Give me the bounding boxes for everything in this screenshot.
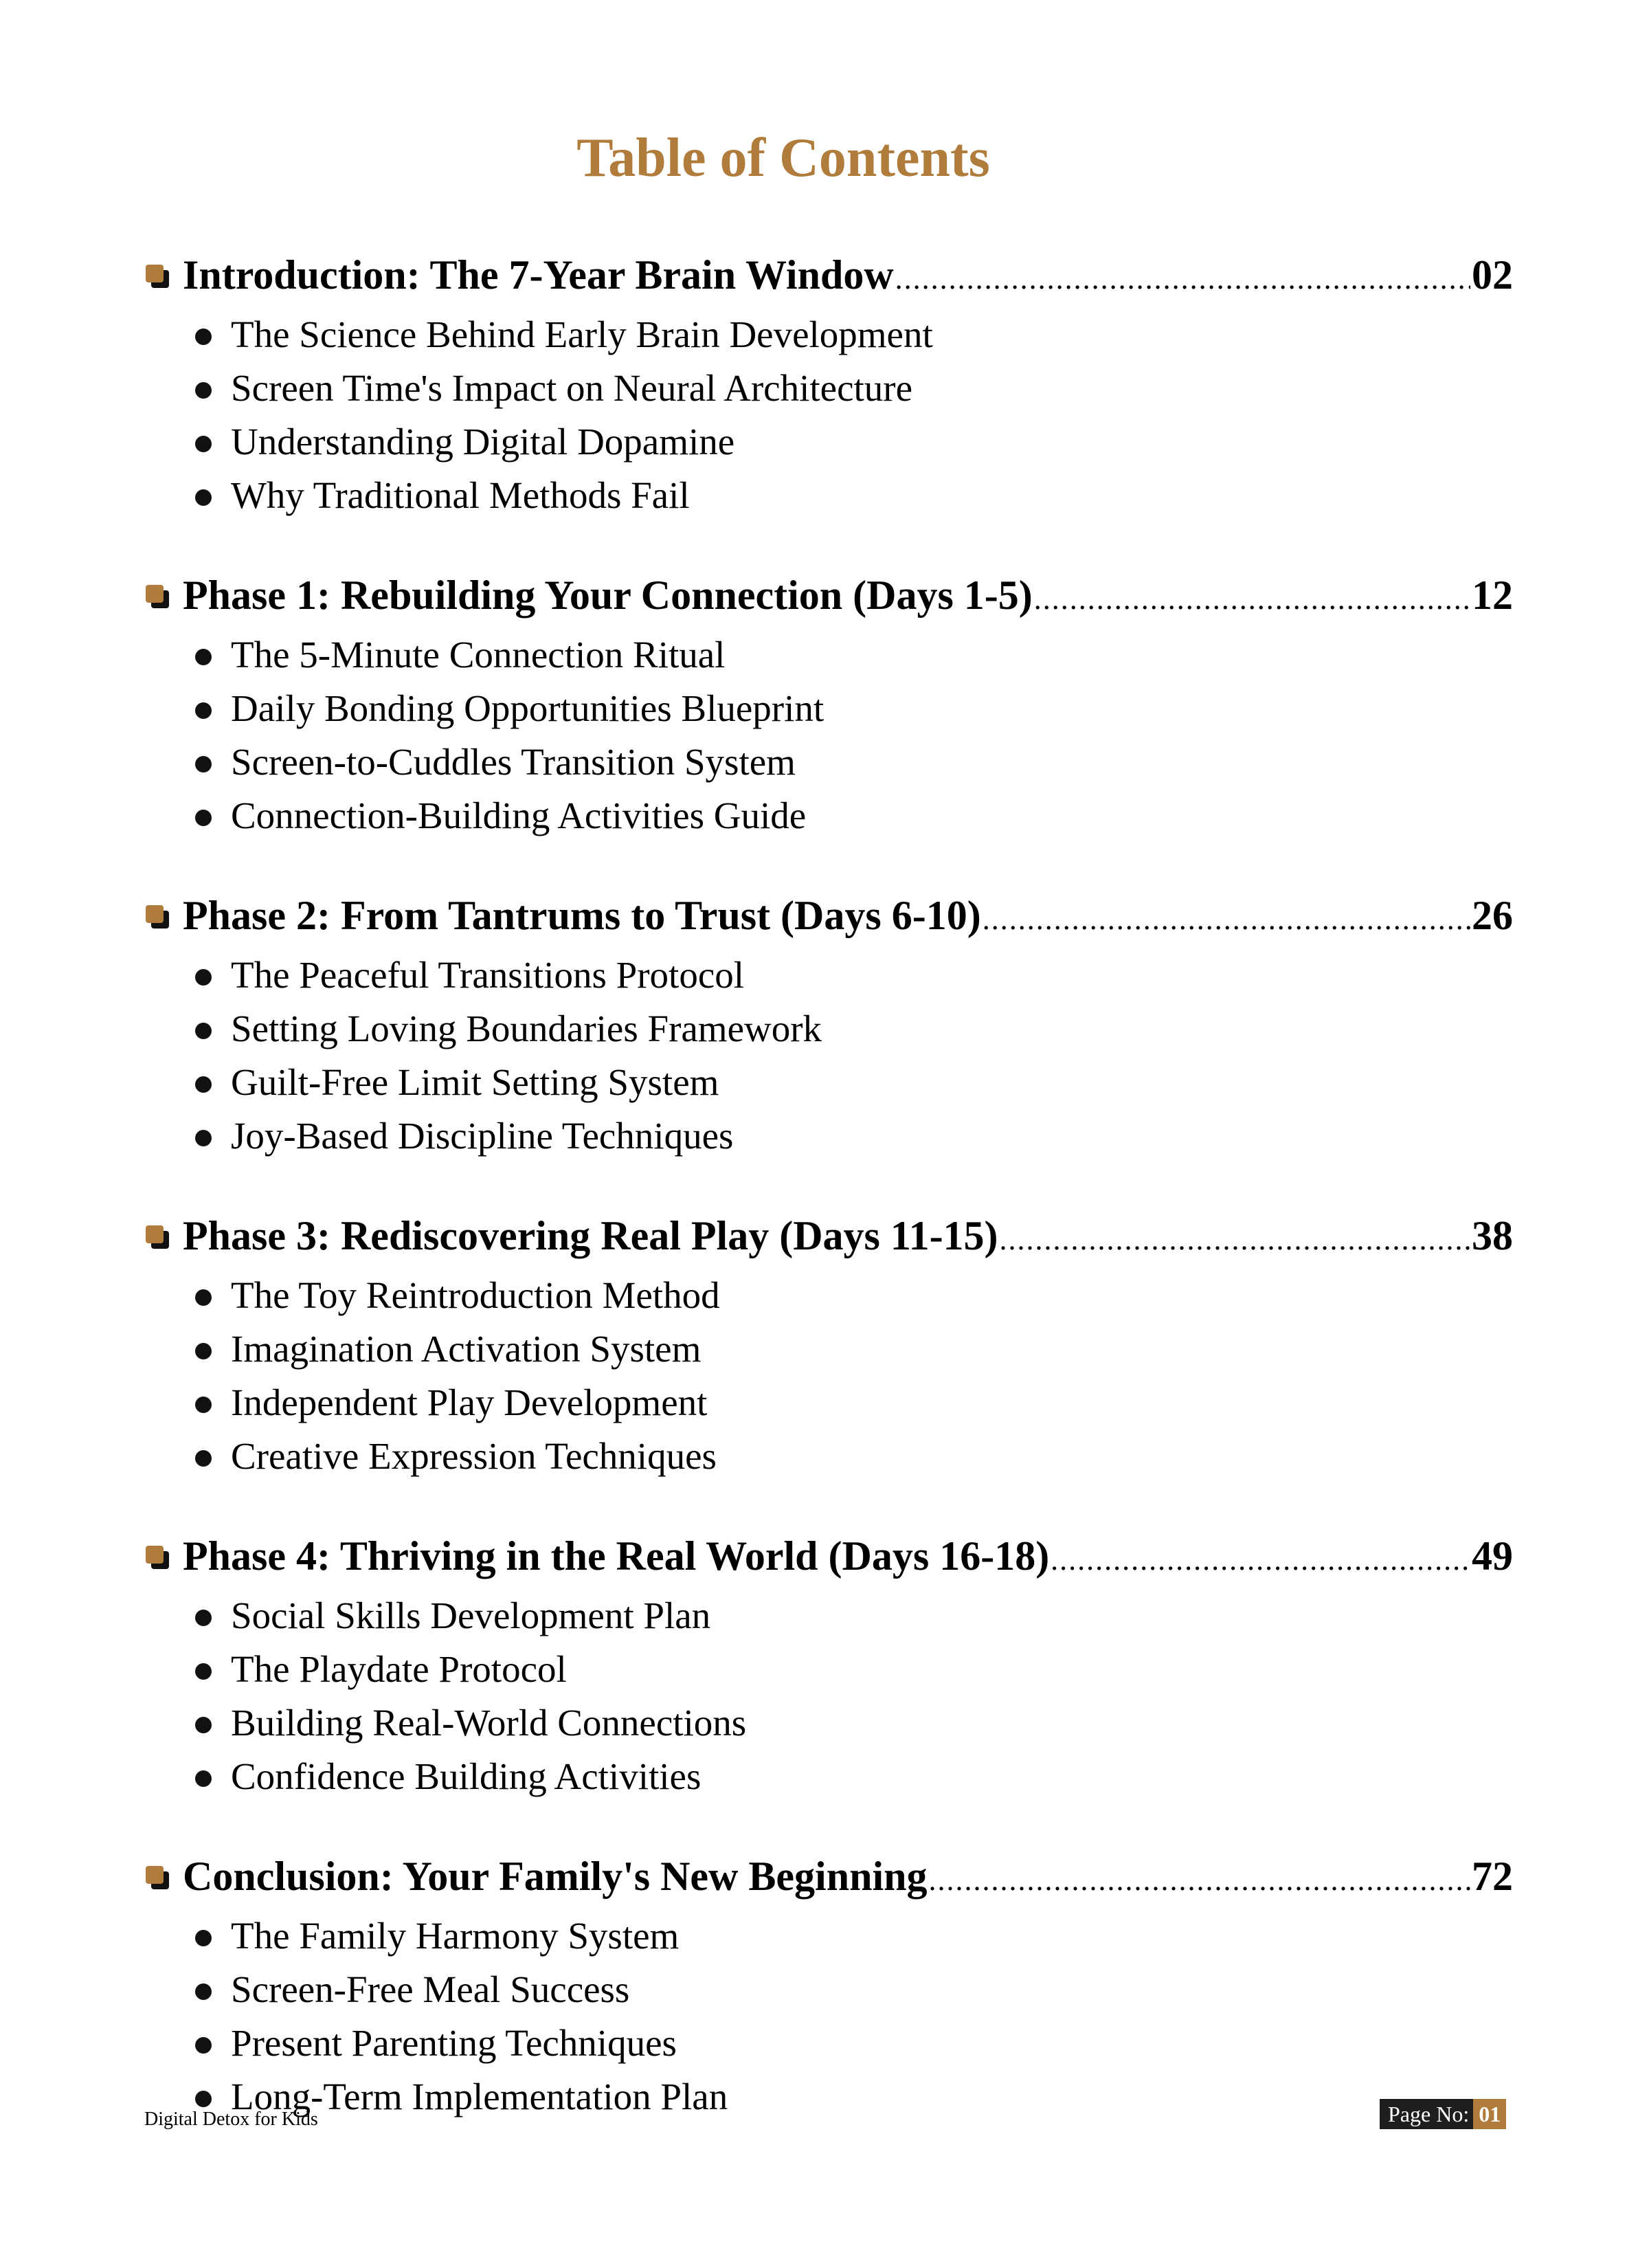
page-number-value: 01 [1473,2099,1506,2129]
square-bullet-icon [146,585,166,605]
bullet-dot-icon [195,1397,212,1413]
bullet-dot-icon [195,1289,212,1306]
square-bullet-icon [146,1866,166,1887]
bullet-dot-icon [195,489,212,506]
toc-page-number: 49 [1472,1533,1513,1579]
bullet-dot-icon [195,1450,212,1467]
toc-subitem: Confidence Building Activities [194,1750,1513,1803]
dot-leader [895,246,1470,312]
toc-subitem: Screen-to-Cuddles Transition System [194,735,1513,789]
bullet-dot-icon [195,382,212,399]
toc-subitem: Long-Term Implementation Plan [194,2070,1513,2124]
bullet-dot-icon [195,756,212,772]
toc-section [146,562,1513,843]
toc-section [146,242,1513,522]
toc-page-number: 02 [1472,252,1513,298]
bullet-dot-icon [195,329,212,345]
bullet-dot-icon [195,1130,212,1146]
dot-leader [1051,1527,1470,1593]
toc-subitem: The Playdate Protocol [194,1643,1513,1696]
toc-subitem: Social Skills Development Plan [194,1589,1513,1643]
toc-heading-title: Phase 1: Rebuilding Your Connection (Days 1-5) [183,572,1033,618]
table-of-contents [146,242,1513,2124]
toc-subitem: Daily Bonding Opportunities Blueprint [194,682,1513,735]
bullet-dot-icon [195,436,212,452]
bullet-dot-icon [195,1930,212,1946]
toc-subitems [146,628,1513,843]
dot-leader [1000,1207,1470,1273]
toc-subitem: Guilt-Free Limit Setting System [194,1056,1513,1109]
toc-subitem: Screen-Free Meal Success [194,1963,1513,2016]
bullet-dot-icon [195,810,212,826]
page-title: Table of Contents [576,128,990,188]
toc-subitem: The Toy Reintroduction Method [194,1269,1513,1322]
toc-heading-title: Conclusion: Your Family's New Beginning [183,1854,928,1899]
toc-subitem: Joy-Based Discipline Techniques [194,1109,1513,1163]
page-number-badge [1380,2099,1506,2129]
bullet-dot-icon [195,702,212,719]
toc-subitems [146,1909,1513,2124]
bullet-dot-icon [195,2091,212,2107]
toc-subitems [146,1589,1513,1803]
toc-heading-title: Phase 4: Thriving in the Real World (Days 16-18) [183,1533,1050,1579]
square-bullet-icon [146,1225,166,1246]
toc-heading[interactable] [146,562,1513,628]
bullet-dot-icon [195,1343,212,1359]
footer-book-title: Digital Detox for Kids [144,2109,318,2130]
toc-heading-title: Phase 2: From Tantrums to Trust (Days 6-10) [183,893,981,938]
toc-subitem: Screen Time's Impact on Neural Architecture [194,362,1513,415]
toc-subitem: The Peaceful Transitions Protocol [194,948,1513,1002]
bullet-dot-icon [195,1770,212,1787]
bullet-dot-icon [195,1983,212,2000]
square-bullet-icon [146,265,166,285]
page-number-label: Page No: [1380,2099,1473,2129]
toc-page-number: 72 [1472,1854,1513,1899]
bullet-dot-icon [195,1076,212,1093]
square-bullet-icon [146,905,166,926]
toc-heading[interactable] [146,882,1513,948]
toc-subitem: Why Traditional Methods Fail [194,469,1513,522]
toc-page-number: 26 [1472,893,1513,938]
toc-section [146,1203,1513,1483]
toc-subitem: Understanding Digital Dopamine [194,415,1513,469]
dot-leader [929,1847,1471,1913]
bullet-dot-icon [195,1663,212,1680]
toc-heading-title: Phase 3: Rediscovering Real Play (Days 11-15) [183,1213,998,1258]
toc-section [146,1843,1513,2124]
toc-heading[interactable] [146,1843,1513,1909]
toc-page-number: 38 [1472,1213,1513,1258]
toc-heading-title: Introduction: The 7-Year Brain Window [183,252,894,298]
toc-subitem: Connection-Building Activities Guide [194,789,1513,843]
toc-subitem: Independent Play Development [194,1376,1513,1430]
toc-subitem: Building Real-World Connections [194,1696,1513,1750]
bullet-dot-icon [195,969,212,986]
toc-subitem: The 5-Minute Connection Ritual [194,628,1513,682]
bullet-dot-icon [195,1610,212,1626]
bullet-dot-icon [195,649,212,665]
toc-subitems [146,948,1513,1163]
toc-subitem: Setting Loving Boundaries Framework [194,1002,1513,1056]
toc-subitem: Imagination Activation System [194,1322,1513,1376]
toc-subitem: The Family Harmony System [194,1909,1513,1963]
toc-subitem: The Science Behind Early Brain Development [194,308,1513,362]
toc-heading[interactable] [146,1203,1513,1269]
toc-page-number: 12 [1472,572,1513,618]
bullet-dot-icon [195,2037,212,2054]
dot-leader [1034,566,1470,632]
toc-heading[interactable] [146,242,1513,308]
toc-section [146,1523,1513,1803]
toc-subitem: Present Parenting Techniques [194,2016,1513,2070]
toc-heading[interactable] [146,1523,1513,1589]
toc-subitems [146,308,1513,522]
bullet-dot-icon [195,1717,212,1733]
bullet-dot-icon [195,1023,212,1039]
toc-subitem: Creative Expression Techniques [194,1430,1513,1483]
toc-section [146,882,1513,1163]
square-bullet-icon [146,1546,166,1566]
toc-subitems [146,1269,1513,1483]
dot-leader [983,887,1470,953]
